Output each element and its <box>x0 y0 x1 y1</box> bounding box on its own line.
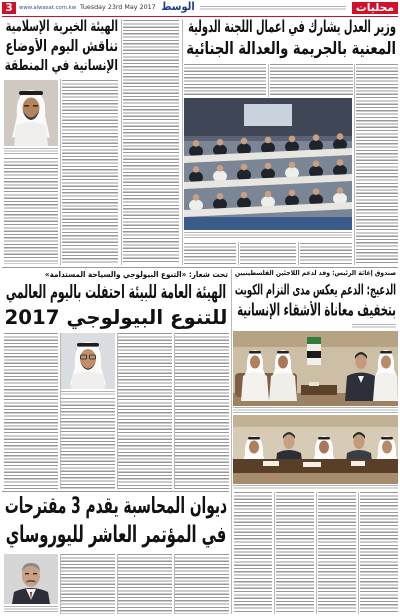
column-rule <box>231 269 232 614</box>
environment-kicker <box>40 270 228 280</box>
environment-headline-line-1 <box>4 281 228 305</box>
date-english <box>80 4 158 13</box>
website-url-text: www.alwasat.com.kw <box>19 4 77 11</box>
audit-body-column <box>61 554 115 614</box>
aid-body-column <box>318 492 356 614</box>
aid-body-column <box>360 492 398 614</box>
environment-body-column <box>175 333 229 489</box>
audit-headline-line-1 <box>4 494 228 522</box>
environment-body-column <box>61 398 115 489</box>
column-rule <box>60 79 61 265</box>
aid-byline <box>352 324 396 328</box>
charity-headline-line-1 <box>4 19 118 38</box>
column-rule <box>174 333 175 489</box>
audit-body-column <box>118 554 172 614</box>
justice-body-column <box>184 243 236 264</box>
charity-headline-line-2 <box>4 38 118 57</box>
headline-text: وزير العدل يشارك في أعمال اللجنة الدولية <box>188 19 396 38</box>
column-rule <box>60 333 61 489</box>
justice-body-column <box>300 243 352 264</box>
aid-photo-caption <box>233 485 398 489</box>
justice-photo-caption <box>184 232 352 239</box>
justice-body-column <box>184 64 266 96</box>
column-rule <box>174 554 175 614</box>
column-rule <box>298 242 299 265</box>
audit-headline-line-2 <box>4 522 228 550</box>
charity-portrait-photo <box>4 80 58 146</box>
aid-photo-caption <box>233 407 398 413</box>
audit-body-column <box>175 554 229 614</box>
charity-headline-line-3 <box>4 57 118 76</box>
aid-table-photo <box>233 415 398 484</box>
aid-body-column <box>234 492 272 614</box>
column-rule <box>354 64 355 265</box>
kicker-text: تحت شعار: «التنوع البيولوجي والسياحة المستدامة» <box>44 270 228 280</box>
newspaper-logo <box>161 1 195 15</box>
section-rule <box>2 491 229 492</box>
column-rule <box>117 554 118 614</box>
header-rule <box>2 16 398 17</box>
charity-photo-caption <box>4 148 58 154</box>
headline-text: تناقش اليوم الأوضاع <box>5 38 118 56</box>
column-rule <box>117 333 118 489</box>
charity-body-column <box>4 158 58 264</box>
column-rule <box>60 554 61 614</box>
headline-text: للتنوع البيولوجي 2017 <box>4 305 228 329</box>
justice-body-column <box>356 64 398 264</box>
audit-photo-caption <box>4 606 58 612</box>
charity-body-column <box>62 80 118 264</box>
headline-text: الهيئة الخيرية الإسلامية <box>5 19 118 36</box>
justice-headline-line-1 <box>184 19 396 40</box>
headline-text: الإنسانية في المنطقة <box>4 57 118 74</box>
headline-text: ديوان المحاسبة يقدم 3 مقترحات <box>4 494 228 521</box>
justice-body-column <box>240 243 296 264</box>
column-rule <box>238 242 239 265</box>
page-number <box>2 2 16 14</box>
date-english-text: Tuesday 23rd May 2017 <box>80 4 156 12</box>
section-label-text: محليات <box>355 2 395 14</box>
aid-headline-line-2 <box>234 301 396 322</box>
environment-photo-caption <box>61 391 115 396</box>
aid-body-column <box>276 492 314 614</box>
aid-headline-line-1 <box>234 280 396 301</box>
charity-body-column <box>123 20 179 264</box>
newspaper-logo-text: الوسط <box>161 1 195 14</box>
aid-meeting-photo <box>233 331 398 406</box>
headline-text: المعنية بالجريمة والعدالة الجنائية <box>186 40 396 60</box>
column-rule <box>316 492 317 614</box>
column-rule <box>268 64 269 97</box>
justice-conference-photo <box>184 98 352 230</box>
justice-body-column <box>270 64 353 96</box>
column-rule <box>121 19 122 265</box>
headline-text: بتخفيف معاناة الأشقاء الإنسانية <box>237 302 396 321</box>
column-rule <box>358 492 359 614</box>
headline-text: الدعيج: الدعم يعكس مدى التزام الكويت <box>234 280 396 298</box>
environment-body-column <box>4 333 58 489</box>
kicker-text: صندوق إغاثة الرئيس: وفد لدعم اللاجئين الفلسطينيين <box>234 270 396 278</box>
aid-kicker <box>234 270 396 279</box>
column-rule <box>182 19 183 265</box>
environment-portrait-photo <box>61 333 115 389</box>
page-number-text: 3 <box>5 2 13 14</box>
environment-body-column <box>118 333 172 489</box>
justice-headline-line-2 <box>184 40 396 61</box>
headline-text: في المؤتمر العاشر لليوروساي <box>5 522 227 549</box>
arabic-dateline <box>200 6 346 10</box>
section-label <box>352 2 398 14</box>
environment-headline-line-2 <box>4 305 228 330</box>
section-rule <box>2 267 398 268</box>
website-url <box>19 4 77 13</box>
headline-text: الهيئة العامة للبيئة احتفلت باليوم العالمي <box>5 281 227 304</box>
audit-portrait-photo <box>4 554 58 604</box>
column-rule <box>274 492 275 614</box>
